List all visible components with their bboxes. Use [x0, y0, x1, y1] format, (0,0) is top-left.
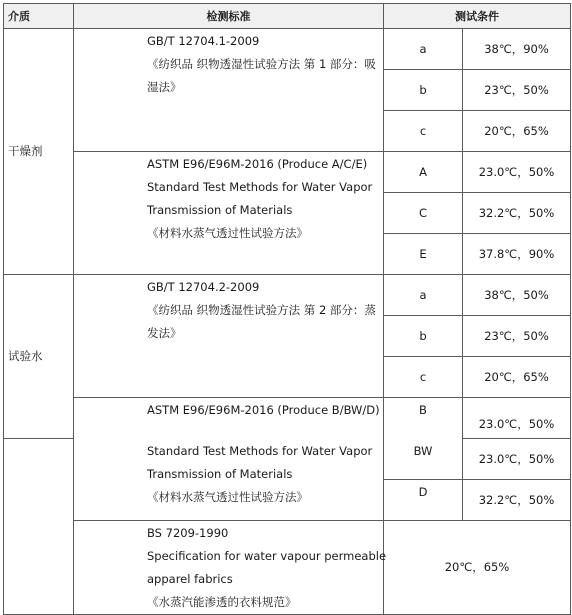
standard-name-line: Standard Test Methods for Water Vapor [147, 180, 373, 194]
medium-desiccant: 干燥剂 [4, 29, 74, 275]
standard-code: BS 7209-1990 [147, 526, 229, 540]
standard-name-line: Transmission of Materials [147, 203, 293, 217]
method-cell: E [384, 234, 463, 275]
standard-title: 《材料水蒸气透过性试验方法》 [147, 226, 308, 240]
condition-cell: 38℃，90% [463, 29, 571, 70]
standard-name-line: Standard Test Methods for Water Vapor [147, 443, 373, 458]
header-conditions: 测试条件 [384, 4, 571, 29]
standard-code: GB/T 12704.2-2009 [147, 280, 260, 294]
standard-astm-e96-b-bw-d-continued [74, 439, 384, 521]
standard-code: ASTM E96/E96M-2016 (Produce A/C/E) [147, 157, 368, 171]
method-cell: D [384, 480, 463, 521]
condition-cell: 37.8℃，90% [463, 234, 571, 275]
method-cell: a [384, 275, 463, 316]
standard-gbt-12704-2 [74, 275, 384, 398]
method-cell: b [384, 316, 463, 357]
standard-bs-7209 [74, 521, 387, 615]
method-cell: b [384, 70, 463, 111]
condition-cell: 20℃，65% [384, 521, 571, 615]
condition-cell: 32.2℃，50% [463, 480, 571, 521]
table-row [4, 439, 571, 480]
method-cell: c [384, 111, 463, 152]
condition-cell: 20℃，65% [463, 111, 571, 152]
standard-astm-e96-b-bw-d [74, 398, 384, 439]
method-cell: c [384, 357, 463, 398]
standard-gbt-12704-1 [74, 29, 384, 152]
standard-code: ASTM E96/E96M-2016 (Produce B/BW/D) [147, 403, 380, 417]
condition-cell: 20℃，65% [463, 357, 571, 398]
standard-code: GB/T 12704.1-2009 [147, 34, 260, 48]
condition-cell: 23.0℃，50% [463, 152, 571, 193]
table-row [4, 152, 571, 193]
header-standard: 检测标准 [74, 4, 384, 29]
method-cell: A [384, 152, 463, 193]
method-cell: BW [384, 439, 463, 480]
standard-name-line: Specification for water vapour permeable [147, 549, 387, 563]
table-row [4, 398, 571, 439]
header-medium: 介质 [4, 4, 74, 29]
method-cell: C [384, 193, 463, 234]
condition-cell: 23℃，50% [463, 70, 571, 111]
standard-astm-e96-ace [74, 152, 384, 275]
condition-cell: 32.2℃，50% [463, 193, 571, 234]
table-row [4, 521, 571, 615]
table-row [4, 29, 571, 70]
standard-title: 《水蒸汽能渗透的衣料规范》 [147, 595, 297, 609]
standard-name-line: Transmission of Materials [147, 466, 293, 481]
medium-water: 试验水 [4, 275, 74, 439]
standard-title: 《材料水蒸气透过性试验方法》 [147, 489, 308, 504]
condition-cell: 23.0℃，50% [463, 439, 571, 480]
method-cell: B [384, 398, 463, 439]
medium-empty [4, 439, 74, 615]
method-cell: a [384, 29, 463, 70]
header-row [4, 4, 571, 29]
condition-cell: 23℃，50% [463, 316, 571, 357]
test-standards-table [3, 3, 571, 615]
condition-cell: 38℃，50% [463, 275, 571, 316]
table-row [4, 275, 571, 316]
standard-name-line: apparel fabrics [147, 572, 233, 586]
standard-title: 《纺织品 织物透湿性试验方法 第 1 部分：吸湿法》 [147, 57, 376, 94]
condition-cell: 23.0℃，50% [463, 398, 571, 439]
standard-title: 《纺织品 织物透湿性试验方法 第 2 部分：蒸发法》 [147, 303, 376, 340]
